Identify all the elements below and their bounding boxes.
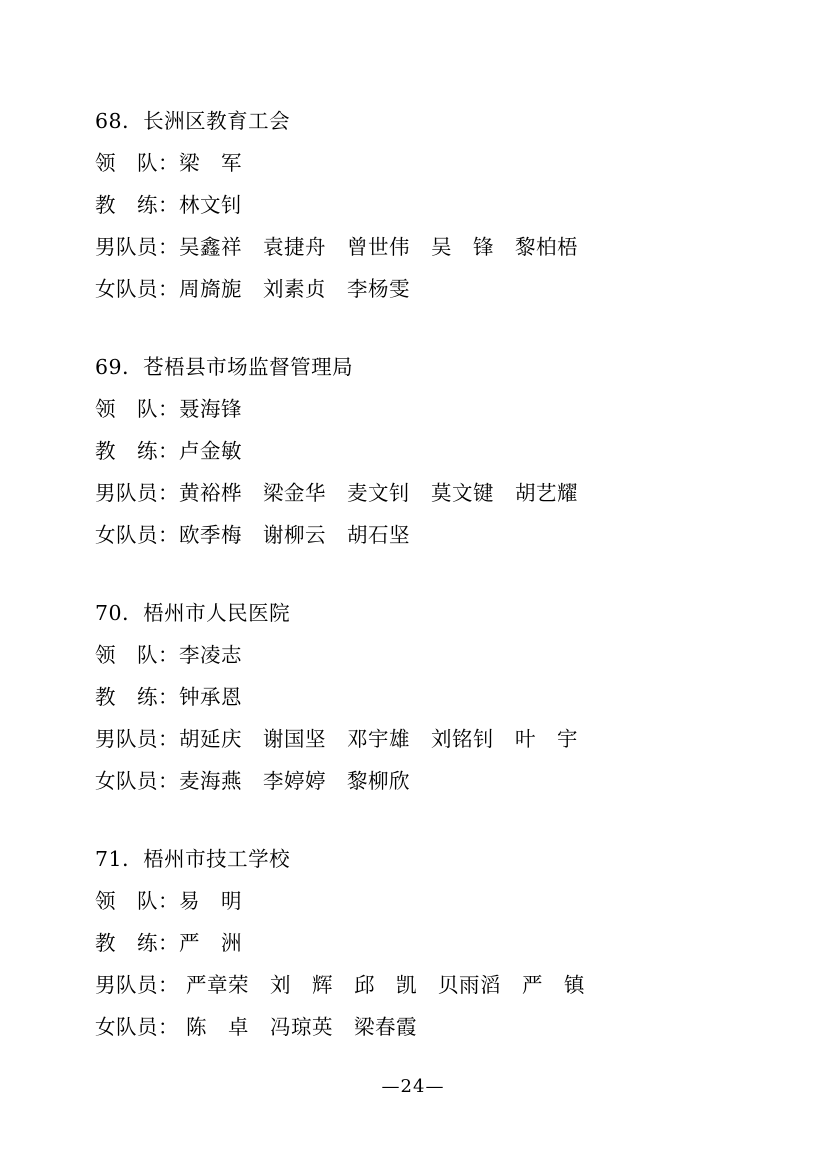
team-entry	[95, 838, 731, 1048]
team-leader-line: 领 队：梁 军	[95, 151, 242, 175]
team-leader-line: 领 队：聂海锋	[95, 397, 242, 421]
team-coach-line: 教 练：严 洲	[95, 931, 242, 955]
team-coach-line: 教 练：钟承恩	[95, 685, 242, 709]
team-female-members-line: 女队员：周旖旎 刘素贞 李杨雯	[95, 277, 410, 301]
team-entry	[95, 346, 731, 556]
team-coach-line: 教 练：林文钊	[95, 193, 242, 217]
team-leader-line: 领 队：易 明	[95, 889, 242, 913]
team-male-members-line: 男队员： 严章荣 刘 辉 邱 凯 贝雨滔 严 镇	[95, 973, 586, 997]
team-heading: 68．长洲区教育工会	[95, 109, 291, 133]
page-number: —24—	[381, 1076, 445, 1097]
team-heading: 70．梧州市人民医院	[95, 601, 291, 625]
team-heading: 71．梧州市技工学校	[95, 847, 291, 871]
team-heading: 69．苍梧县市场监督管理局	[95, 355, 354, 379]
team-male-members-line: 男队员：黄裕桦 梁金华 麦文钊 莫文键 胡艺耀	[95, 481, 578, 505]
team-male-members-line: 男队员：胡延庆 谢国坚 邓宇雄 刘铭钊 叶 宇	[95, 727, 578, 751]
team-male-members-line: 男队员：吴鑫祥 袁捷舟 曾世伟 吴 锋 黎柏梧	[95, 235, 578, 259]
team-coach-line: 教 练：卢金敏	[95, 439, 242, 463]
team-leader-line: 领 队：李凌志	[95, 643, 242, 667]
team-female-members-line: 女队员： 陈 卓 冯琼英 梁春霞	[95, 1015, 418, 1039]
team-entry	[95, 100, 731, 310]
team-female-members-line: 女队员：欧季梅 谢柳云 胡石坚	[95, 523, 410, 547]
team-female-members-line: 女队员：麦海燕 李婷婷 黎柳欣	[95, 769, 410, 793]
team-entry	[95, 592, 731, 802]
